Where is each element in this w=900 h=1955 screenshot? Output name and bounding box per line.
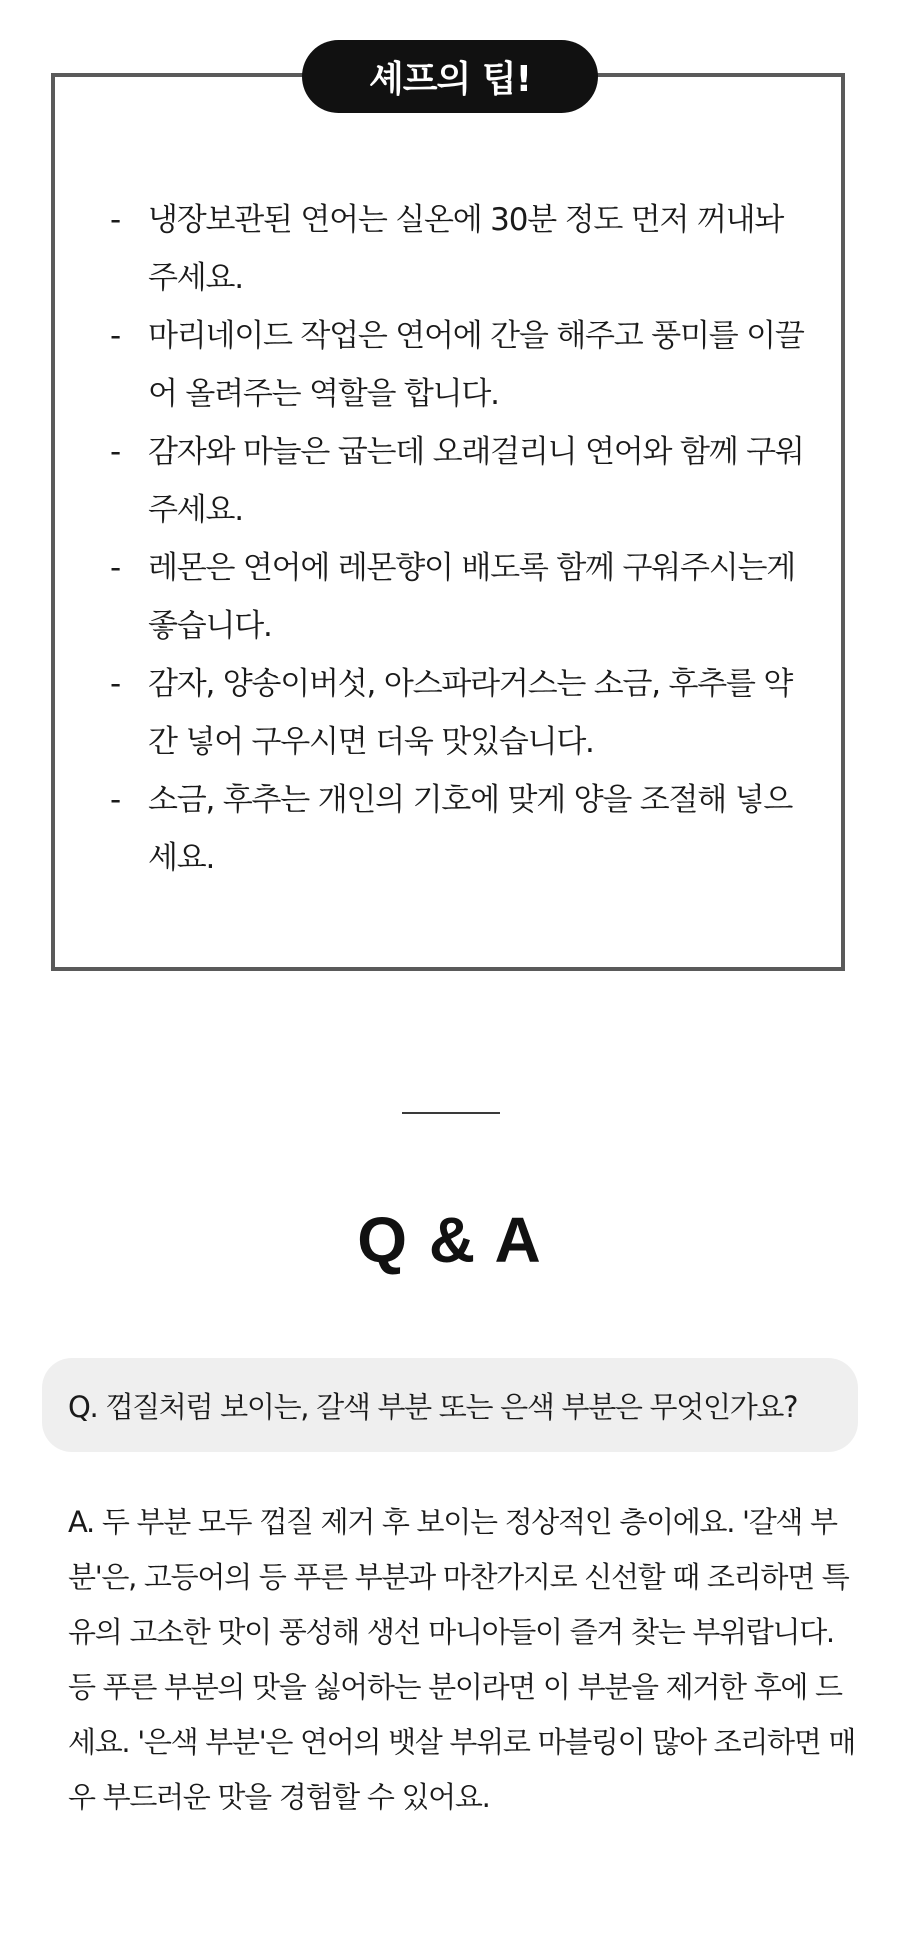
tip-text: 마리네이드 작업은 연어에 간을 해주고 풍미를 이끌어 올려주는 역할을 합니다.	[148, 318, 804, 412]
tip-text: 레몬은 연어에 레몬향이 배도록 함께 구워주시는게 좋습니다.	[148, 550, 795, 644]
qa-answer: A. 두 부분 모두 껍질 제거 후 보이는 정상적인 층이에요. '갈색 부분'은, 고등어의 등 푸른 부분과 마찬가지로 신선할 때 조리하면 특유의 고소한 맛이 풍성해 생선 마니아들이 즐겨 찾는 부위랍니다. 등 푸른 부분의 맛을 싫어하는 분이라면 이 부분을 제거한 후에 드세요. '은색 부분'은 연어의 뱃살 부위로 마블링이 많아 조리하면 매우 부드러운 맛을 경험할 수 있어요.	[68, 1505, 856, 1814]
tip-text: 소금, 후추는 개인의 기호에 맞게 양을 조절해 넣으세요.	[148, 782, 793, 876]
tip-item	[110, 539, 810, 655]
tip-dash: -	[110, 550, 120, 586]
tip-item	[110, 423, 810, 539]
qa-question: Q. 껍질처럼 보이는, 갈색 부분 또는 은색 부분은 무엇인가요?	[42, 1358, 858, 1452]
qa-title: Q & A	[357, 1204, 543, 1276]
chef-tip-list	[110, 191, 810, 887]
tip-text: 감자와 마늘은 굽는데 오래걸리니 연어와 함께 구워주세요.	[148, 434, 804, 528]
tip-dash: -	[110, 782, 120, 818]
tip-item	[110, 655, 810, 771]
tip-item	[110, 191, 810, 307]
tip-text: 감자, 양송이버섯, 아스파라거스는 소금, 후추를 약간 넣어 구우시면 더욱 맛있습니다.	[148, 666, 793, 760]
tip-dash: -	[110, 318, 120, 354]
tip-text: 냉장보관된 연어는 실온에 30분 정도 먼저 꺼내놔주세요.	[148, 202, 784, 296]
tip-item	[110, 307, 810, 423]
tip-item	[110, 771, 810, 887]
tip-dash: -	[110, 666, 120, 702]
tip-dash: -	[110, 202, 120, 238]
chef-tip-badge: 셰프의 팁!	[302, 40, 598, 113]
section-divider	[402, 1112, 500, 1114]
tip-dash: -	[110, 434, 120, 470]
